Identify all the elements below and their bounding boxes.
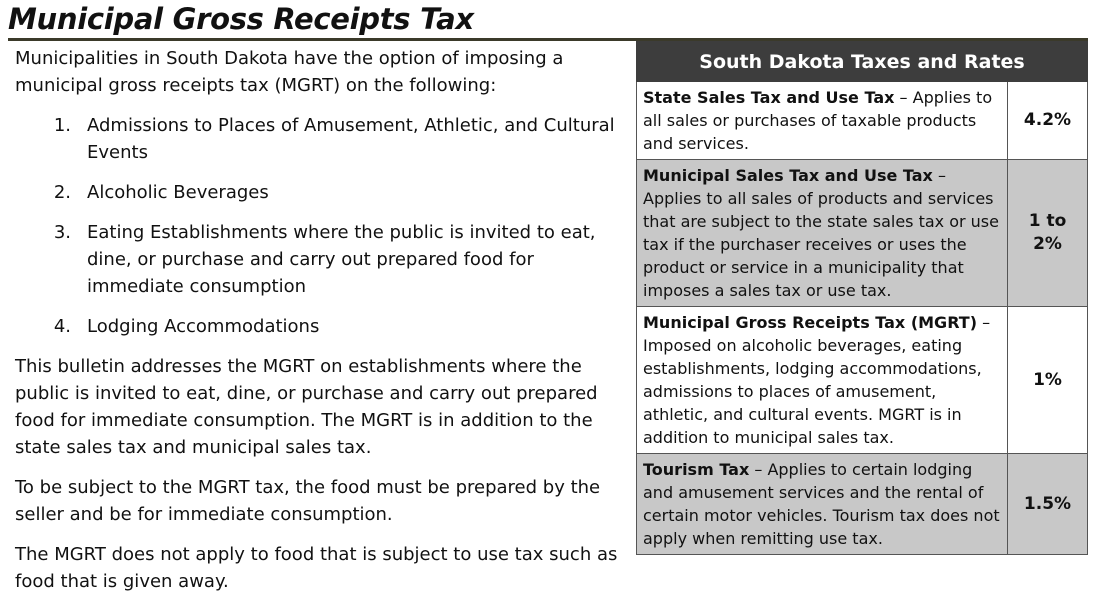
tax-rates-table xyxy=(636,41,1088,555)
list-text: Admissions to Places of Amusement, Athletic, and Cultural Events xyxy=(87,115,615,163)
tax-description xyxy=(637,307,1008,454)
tax-name: Tourism Tax xyxy=(643,460,750,479)
list-number: 4. xyxy=(53,316,71,337)
tax-rate: 4.2% xyxy=(1008,82,1088,160)
list-item xyxy=(15,179,633,206)
main-text xyxy=(15,45,633,608)
tax-description xyxy=(637,160,1008,307)
tax-rate: 1 to 2% xyxy=(1008,160,1088,307)
tax-description xyxy=(637,454,1008,555)
tax-name: State Sales Tax and Use Tax xyxy=(643,88,895,107)
tax-description xyxy=(637,82,1008,160)
page-title: Municipal Gross Receipts Tax xyxy=(8,2,474,36)
tax-rate: 1.5% xyxy=(1008,454,1088,555)
tax-name: Municipal Gross Receipts Tax (MGRT) xyxy=(643,313,978,332)
list-item xyxy=(15,112,633,166)
bulletin-paragraph: This bulletin addresses the MGRT on establishments where the public is invited to eat, dine, or purchase and carry out prepared food for immediate consumption. The MGRT is in addition to the state sales tax and municipal sales tax. xyxy=(15,356,598,458)
list-text: Eating Establishments where the public is invited to eat, dine, or purchase and carry out prepared food for immediate consumption xyxy=(87,222,596,297)
table-row xyxy=(637,160,1088,307)
tax-desc: – Applies to certain lodging and amusement services and the rental of certain motor vehicles. Tourism tax does not apply when remitting use tax. xyxy=(643,460,1000,548)
tax-desc: – Applies to all sales or purchases of taxable products and services. xyxy=(643,88,993,153)
table-row xyxy=(637,307,1088,454)
table-row xyxy=(637,82,1088,160)
intro-paragraph: Municipalities in South Dakota have the option of imposing a municipal gross receipts tax (MGRT) on the following: xyxy=(15,48,564,96)
list-number: 2. xyxy=(53,182,71,203)
table-header: South Dakota Taxes and Rates xyxy=(637,42,1088,82)
list-number: 1. xyxy=(53,115,71,136)
subject-paragraph: To be subject to the MGRT tax, the food must be prepared by the seller and be for immediate consumption. xyxy=(15,477,601,525)
list-item xyxy=(15,313,633,340)
exemption-paragraph: The MGRT does not apply to food that is subject to use tax such as food that is given away. xyxy=(15,544,618,592)
tax-desc: – Applies to all sales of products and services that are subject to the state sales tax or use tax if the purchaser receives or uses the product or service in a municipality that imposes a sales tax or use tax. xyxy=(643,166,999,300)
tax-rate: 1% xyxy=(1008,307,1088,454)
tax-rates-sidebar xyxy=(636,41,1088,555)
list-text: Alcoholic Beverages xyxy=(87,182,269,203)
list-item xyxy=(15,219,633,300)
table-row xyxy=(637,454,1088,555)
tax-name: Municipal Sales Tax and Use Tax xyxy=(643,166,933,185)
tax-desc: – Imposed on alcoholic beverages, eating establishments, lodging accommodations, admissions to places of amusement, athletic, and cultural events. MGRT is in addition to municipal sales tax. xyxy=(643,313,991,447)
list-text: Lodging Accommodations xyxy=(87,316,320,337)
taxable-list xyxy=(15,112,633,340)
list-number: 3. xyxy=(53,222,71,243)
